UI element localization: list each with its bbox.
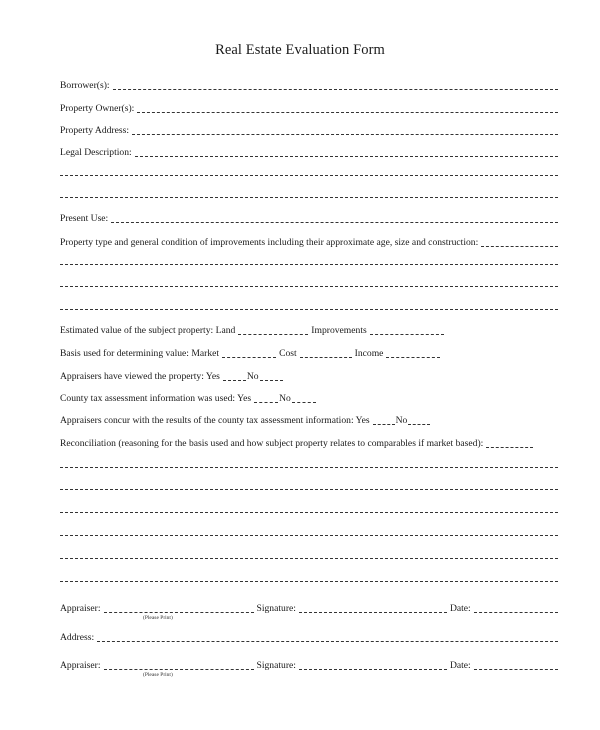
signature-1-label: Signature: — [256, 603, 296, 614]
address-label: Address: — [60, 632, 95, 643]
property-type-line-2[interactable] — [60, 264, 558, 265]
land-value-field[interactable] — [238, 334, 308, 335]
county-tax-no-label: No — [279, 393, 291, 404]
reconciliation-line-6[interactable] — [60, 558, 558, 559]
concur-no-label: No — [395, 415, 408, 426]
borrowers-label: Borrower(s): — [60, 80, 110, 91]
legal-description-field[interactable] — [135, 156, 558, 157]
date-1-label: Date: — [449, 603, 471, 614]
reconciliation-line-4[interactable] — [60, 512, 558, 513]
basis-used-row — [60, 347, 558, 361]
date-1-field[interactable] — [474, 612, 558, 613]
reconciliation-line-7[interactable] — [60, 581, 558, 582]
property-owners-label: Property Owner(s): — [60, 103, 135, 114]
concur-no-field[interactable] — [408, 424, 430, 425]
property-address-field[interactable] — [132, 134, 558, 135]
borrowers-row — [60, 79, 558, 93]
property-type-line-4[interactable] — [60, 309, 558, 310]
legal-description-label: Legal Description: — [60, 147, 132, 158]
signature-2-label: Signature: — [256, 660, 296, 671]
property-type-field[interactable] — [481, 246, 558, 247]
appraiser-1-label: Appraiser: — [60, 603, 101, 614]
signature-2-field[interactable] — [299, 669, 447, 670]
county-tax-used-row — [60, 392, 558, 406]
improvements-label: Improvements — [311, 325, 367, 336]
property-owners-row — [60, 102, 558, 116]
address-field[interactable] — [97, 641, 558, 642]
present-use-label: Present Use: — [60, 213, 109, 224]
appraiser-2-label: Appraiser: — [60, 660, 101, 671]
present-use-row — [60, 212, 558, 226]
legal-description-line-2[interactable] — [60, 175, 558, 176]
market-value-field[interactable] — [222, 357, 276, 358]
property-owners-field[interactable] — [137, 112, 558, 113]
appraiser-1-name-field[interactable] — [104, 612, 254, 613]
reconciliation-row — [60, 437, 558, 451]
date-2-label: Date: — [449, 660, 471, 671]
borrowers-field[interactable] — [113, 89, 558, 90]
appraiser-1-row — [60, 602, 558, 616]
appraisers-viewed-row — [60, 370, 558, 384]
property-address-row — [60, 124, 558, 138]
property-type-line-3[interactable] — [60, 286, 558, 287]
present-use-field[interactable] — [111, 222, 558, 223]
please-print-1-hint: (Please Print) — [143, 615, 173, 621]
income-value-field[interactable] — [386, 357, 440, 358]
reconciliation-label: Reconciliation (reasoning for the basis used and how subject property relates to comparables if market based): — [60, 438, 484, 449]
signature-1-field[interactable] — [299, 612, 447, 613]
appraiser-2-row — [60, 659, 558, 673]
legal-description-row — [60, 146, 558, 160]
county-tax-yes-field[interactable] — [254, 402, 278, 403]
appraisers-viewed-label: Appraisers have viewed the property: Yes — [60, 371, 220, 382]
appraisers-concur-label: Appraisers concur with the results of the county tax assessment information: Yes — [60, 415, 370, 426]
legal-description-line-3[interactable] — [60, 197, 558, 198]
appraisers-concur-row — [60, 414, 558, 428]
form-title: Real Estate Evaluation Form — [215, 42, 385, 58]
property-address-label: Property Address: — [60, 125, 130, 136]
property-type-label: Property type and general condition of improvements including their approximate age, size and construction: — [60, 237, 479, 248]
estimated-value-label: Estimated value of the subject property: Land — [60, 325, 236, 336]
cost-value-field[interactable] — [300, 357, 352, 358]
basis-used-label: Basis used for determining value: Market — [60, 348, 220, 359]
estimated-value-row — [60, 324, 558, 338]
reconciliation-line-3[interactable] — [60, 489, 558, 490]
appraiser-2-name-field[interactable] — [104, 669, 254, 670]
viewed-yes-field[interactable] — [223, 380, 246, 381]
reconciliation-line-5[interactable] — [60, 535, 558, 536]
date-2-field[interactable] — [474, 669, 558, 670]
reconciliation-line-2[interactable] — [60, 467, 558, 468]
concur-yes-field[interactable] — [373, 424, 395, 425]
reconciliation-field[interactable] — [486, 447, 533, 448]
please-print-2-hint: (Please Print) — [143, 672, 173, 678]
property-type-row — [60, 236, 558, 250]
viewed-no-label: No — [246, 371, 259, 382]
county-tax-no-field[interactable] — [292, 402, 316, 403]
income-label: Income — [354, 348, 384, 359]
improvements-value-field[interactable] — [370, 334, 444, 335]
address-row — [60, 631, 558, 645]
cost-label: Cost — [279, 348, 297, 359]
viewed-no-field[interactable] — [260, 380, 283, 381]
county-tax-used-label: County tax assessment information was used: Yes — [60, 393, 252, 404]
